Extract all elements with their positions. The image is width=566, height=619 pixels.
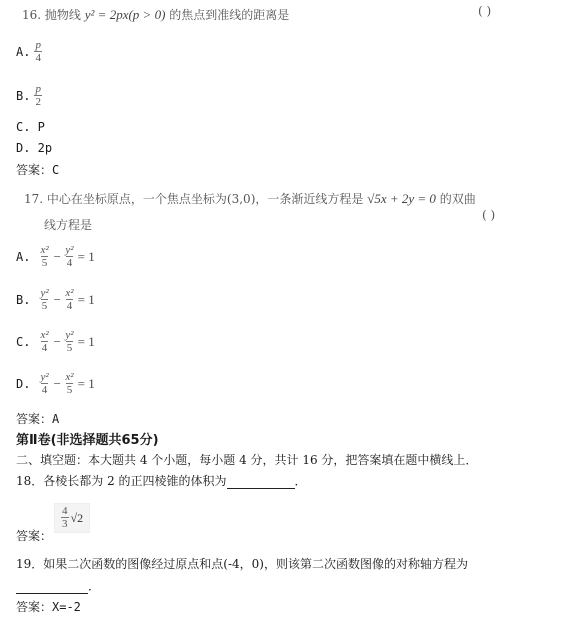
q17-option-b-fraction1 [39, 288, 49, 312]
q17-option-a-op: − [52, 249, 62, 264]
q17-option-a-fraction1 [39, 245, 49, 269]
q18-stem [16, 472, 307, 489]
q16-stem-post: 的焦点到准线的距离是 [169, 8, 290, 22]
q17-equation: √5x + 2y = 0 [367, 191, 436, 206]
q16-number: 16. [22, 8, 42, 22]
q18-answer-denominator: 3 [62, 518, 68, 530]
q16-option-a [16, 40, 42, 64]
q16-equation: y² = 2px(p > 0) [84, 7, 166, 22]
q16-answer-paren: ( ) [478, 4, 492, 18]
q17-option-c-rhs: = 1 [77, 334, 95, 349]
q18-end: ． [294, 474, 307, 488]
q18-answer-image [54, 503, 90, 533]
q18-blank [227, 474, 295, 489]
q17-option-d-fraction2 [64, 372, 74, 396]
q17-option-a-rhs: = 1 [77, 249, 95, 264]
q18-answer-numerator: 4 [62, 505, 68, 517]
q17-option-c-d2: 5 [66, 342, 73, 354]
q17-option-a-label: A. [16, 250, 31, 264]
q17-option-b [16, 288, 95, 312]
section-title: 第Ⅱ卷(非选择题共65分) [16, 433, 159, 448]
q18-text: 18．各棱长都为 2 的正四棱锥的体积为 [16, 474, 227, 488]
q16-option-c: C. P [16, 120, 45, 134]
q17-stem-line1 [24, 190, 476, 207]
q17-option-a-d2: 4 [66, 257, 73, 269]
q17-option-d-fraction1 [39, 372, 49, 396]
q17-option-d-d1: 4 [41, 384, 48, 396]
q19-blank-line [16, 577, 100, 594]
q16-option-b-fraction [34, 84, 42, 108]
q17-option-d-n2: x² [65, 371, 74, 383]
q17-option-d-op: − [52, 376, 62, 391]
q17-stem-pre: 中心在坐标原点，一个焦点坐标为(3,0)，一条渐近线方程是 [46, 192, 364, 206]
q17-option-c-n2: y² [65, 329, 74, 341]
q19-end: ． [88, 579, 101, 593]
q19-blank [16, 579, 88, 594]
q17-number: 17. [24, 192, 44, 206]
q17-option-b-rhs: = 1 [77, 292, 95, 307]
q17-option-a-n1: x² [40, 244, 49, 256]
q19-answer: 答案：X=-2 [16, 600, 81, 614]
q18-answer-label: 答案： [16, 529, 53, 543]
q17-option-c-n1: x² [40, 329, 49, 341]
q17-option-d-n1: y² [40, 371, 49, 383]
q16-option-a-label: A. [16, 45, 31, 59]
q17-option-b-d2: 4 [66, 300, 73, 312]
q18-answer-radical: √2 [70, 510, 84, 525]
q17-option-d-d2: 5 [66, 384, 73, 396]
q17-option-a [16, 245, 95, 269]
q17-option-b-fraction2 [64, 288, 74, 312]
q17-option-a-n2: y² [65, 244, 74, 256]
q17-option-a-fraction2 [64, 245, 74, 269]
q16-option-d: D. 2p [16, 141, 53, 155]
q17-answer: 答案：A [16, 412, 60, 426]
q16-option-a-fraction [34, 40, 42, 64]
q17-option-d [16, 372, 95, 396]
q17-option-c [16, 330, 95, 354]
q17-option-d-rhs: = 1 [77, 376, 95, 391]
q18-answer-fraction [61, 506, 69, 530]
q17-answer-paren: ( ) [482, 208, 496, 222]
q16-stem-pre: 抛物线 [44, 8, 81, 22]
q17-option-b-n1: y² [40, 287, 49, 299]
q17-option-c-op: − [52, 334, 62, 349]
q17-option-b-n2: x² [65, 287, 74, 299]
q19-stem: 19．如果二次函数的图像经过原点和点(-4，0)，则该第二次函数图像的对称轴方程为 [16, 557, 468, 571]
q16-option-a-denominator: 4 [35, 52, 41, 64]
q16-answer: 答案：C [16, 163, 60, 177]
q16-option-b [16, 84, 42, 108]
q17-option-a-d1: 5 [41, 257, 48, 269]
q17-option-c-d1: 4 [41, 342, 48, 354]
q17-option-b-label: B. [16, 293, 31, 307]
q17-option-c-fraction2 [64, 330, 74, 354]
q16-option-b-denominator: 2 [35, 96, 41, 108]
section-instruction: 二、填空题：本大题共 4 个小题，每小题 4 分，共计 16 分，把答案填在题中横线上． [16, 453, 478, 467]
q16-stem [22, 6, 289, 23]
q17-stem-line2: 线方程是 [44, 218, 93, 232]
q17-stem-post: 的双曲 [439, 192, 476, 206]
q16-option-b-label: B. [16, 89, 31, 103]
q16-option-b-numerator: p [35, 83, 41, 95]
q17-option-b-d1: 5 [41, 300, 48, 312]
q17-option-c-label: C. [16, 335, 31, 349]
q17-option-b-op: − [52, 292, 62, 307]
q17-option-d-label: D. [16, 377, 31, 391]
q17-option-c-fraction1 [39, 330, 49, 354]
q16-option-a-numerator: p [35, 39, 41, 51]
